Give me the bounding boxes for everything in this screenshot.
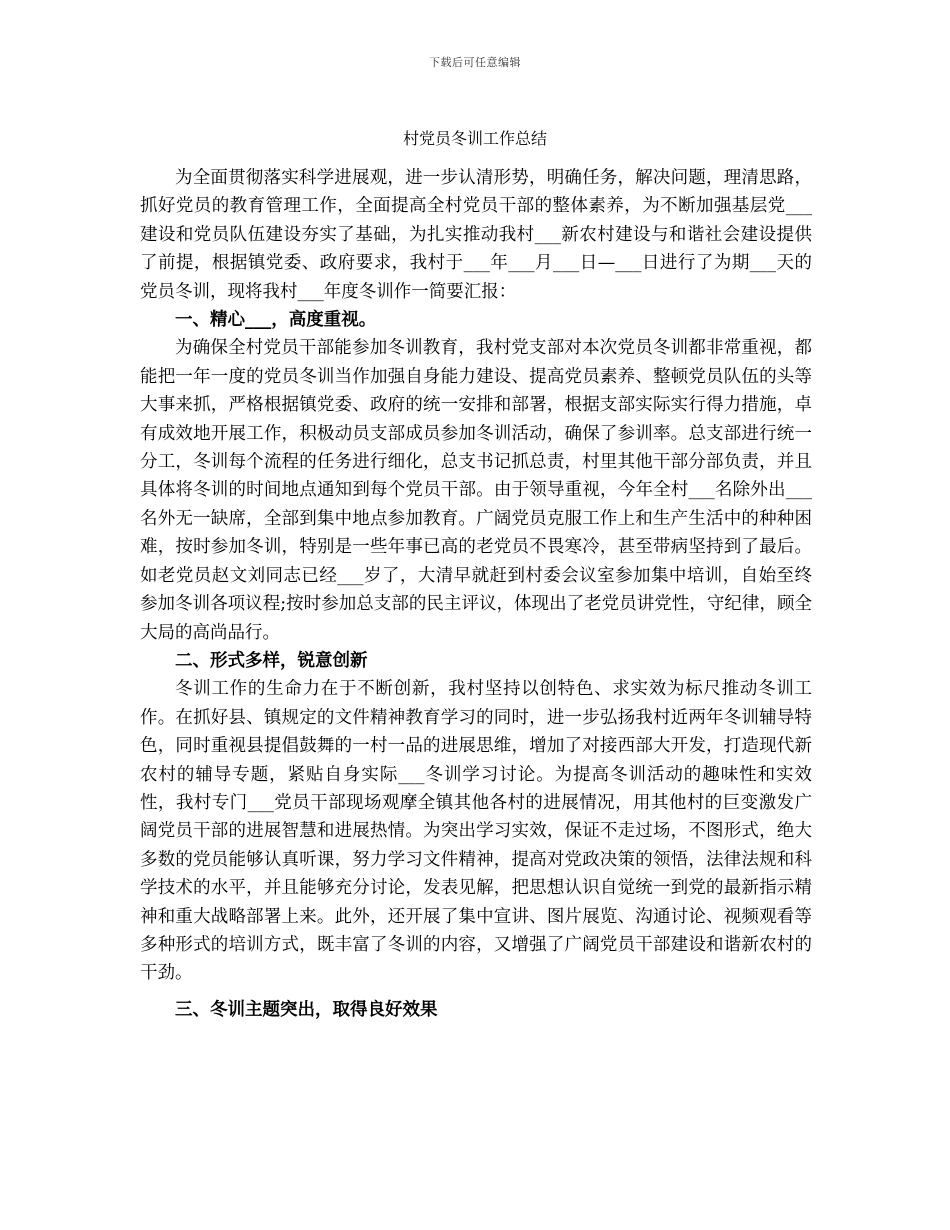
section-2-heading: 二、形式多样，锐意创新 — [175, 650, 368, 671]
intro-paragraph: 为全面贯彻落实科学进展观，进一步认清形势，明确任务，解决问题，理清思路，抓好党员的教育管理工作，全面提高全村党员干部的整体素养，为不断加强基层党___建设和党员队伍建设夯实了基础，为扎实推动我村___新农村建设与和谐社会建设提供了前提，根据镇党委、政府要求，我村于___年___月___日—___日进行了为期___天的党员冬训，现将我村___年度冬训作一简要汇报： — [140, 168, 812, 302]
section-2-paragraph: 冬训工作的生命力在于不断创新，我村坚持以创特色、求实效为标尺推动冬训工作。在抓好县、镇规定的文件精神教育学习的同时，进一步弘扬我村近两年冬训辅导特色，同时重视县提倡鼓舞的一村一品的进展思维，增加了对接西部大开发，打造现代新农村的辅导专题，紧贴自身实际___冬训学习讨论。为提高冬训活动的趣味性和实效性，我村专门___党员干部现场观摩全镇其他各村的进展情况，用其他村的巨变激发广阔党员干部的进展智慧和进展热情。为突出学习实效，保证不走过场，不图形式，绝大多数的党员能够认真听课，努力学习文件精神，提高对党政决策的领悟，法律法规和科学技术的水平，并且能够充分讨论，发表见解，把思想认识自觉统一到党的最新指示精神和重大战略部署上来。此外，还开展了集中宣讲、图片展览、沟通讨论、视频观看等多种形式的培训方式，既丰富了冬训的内容，又增强了广阔党员干部建设和谐新农村的干劲。 — [140, 679, 812, 984]
document-body — [140, 164, 812, 1024]
header-note: 下载后可任意编辑 — [429, 56, 521, 69]
document-title: 村党员冬训工作总结 — [402, 129, 547, 148]
section-3-heading: 三、冬训主题突出，取得良好效果 — [175, 999, 438, 1020]
section-1-heading: 一、精心___，高度重视。 — [175, 310, 377, 331]
section-1-paragraph: 为确保全村党员干部能参加冬训教育，我村党支部对本次党员冬训都非常重视，都能把一年一度的党员冬训当作加强自身能力建设、提高党员素养、整顿党员队伍的头等大事来抓，严格根据镇党委、政府的统一安排和部署，根据支部实际实行得力措施，卓有成效地开展工作，积极动员支部成员参加冬训活动，确保了参训率。总支部进行统一分工，冬训每个流程的任务进行细化，总支书记抓总责，村里其他干部分部负责，并且具体将冬训的时间地点通知到每个党员干部。由于领导重视，今年全村___名除外出___名外无一缺席，全部到集中地点参加教育。广阔党员克服工作上和生产生活中的种种困难，按时参加冬训，特别是一些年事已高的老党员不畏寒冷，甚至带病坚持到了最后。如老党员赵文刘同志已经___岁了，大清早就赶到村委会议室参加集中培训，自始至终参加冬训各项议程;按时参加总支部的民主评议，体现出了老党员讲党性，守纪律，顾全大局的高尚品行。 — [140, 338, 812, 643]
